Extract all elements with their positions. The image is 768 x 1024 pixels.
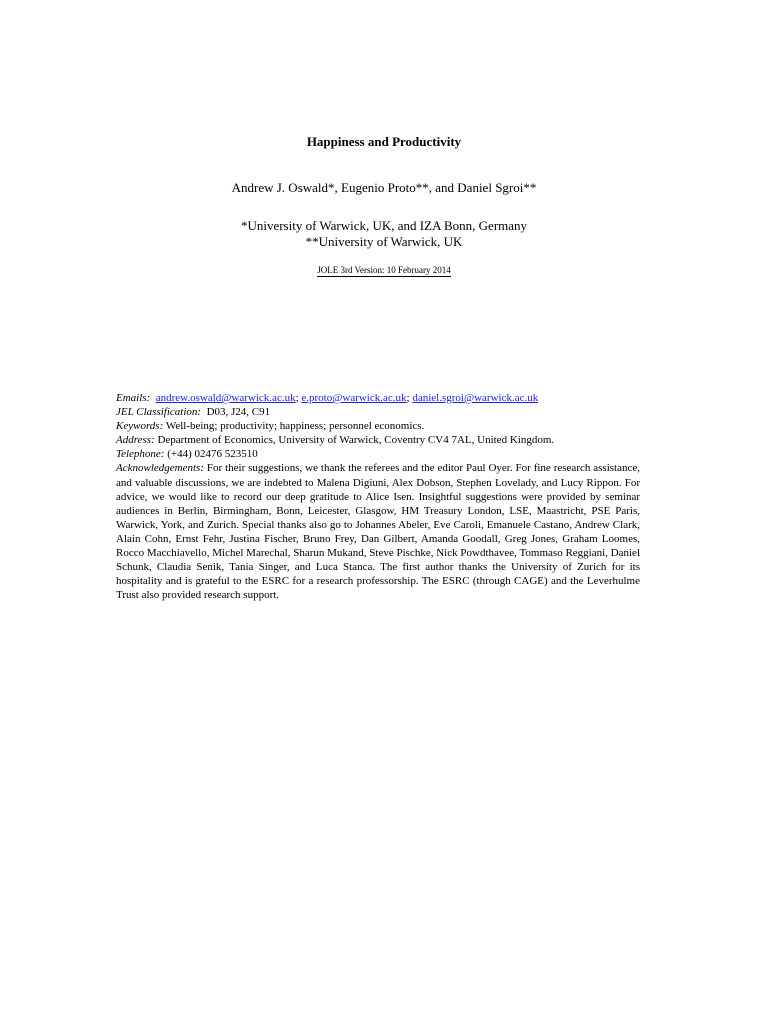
keywords-label: Keywords: [116,420,164,433]
address-line [116,433,640,447]
email-link-proto[interactable]: e.proto@warwick.ac.uk [301,392,407,404]
affiliation-secondary: **University of Warwick, UK [305,234,463,249]
telephone-value: (+44) 02476 523510 [167,448,258,461]
address-value: Department of Economics, University of Warwick, Coventry CV4 7AL, United Kingdom. [157,434,555,447]
title-page-footnotes [116,391,640,602]
email-separator: ; [295,392,299,404]
emails-label: Emails: [116,392,151,404]
emails-line [116,391,640,405]
telephone-label: Telephone: [116,448,165,461]
jel-label: JEL Classification: [116,406,202,419]
acknowledgements-text: For their suggestions, we thank the referees and the editor Paul Oyer. For fine research assistance, and valuable discussions, we are indebted to Malena Digiuni, Alex Dobson, Stephen Lovelady, and Lucy Rippon. For advice, we would like to record our deep gratitude to Alice Isen. Insightful suggestions were provided by seminar audiences in Berlin, Birmingham, Bonn, Leicester, Glasgow, HM Treasury London, LSE, Maastricht, PSE Paris, Warwick, York, and Zurich. Special thanks also go to Johannes Abeler, Eve Caroli, Emanuele Castano, Andrew Clark, Alain Cohn, Ernst Fehr, Justina Fischer, Bruno Frey, Dan Gilbert, Amanda Goodall, Greg Jones, Graham Loomes, Rocco Macchiavello, Michel Marechal, Sharun Mukand, Steve Pischke, Nick Powdthavee, Tommaso Reggiani, Daniel Schunk, Claudia Senik, Tania Singer, and Luca Stanca. The first author thanks the University of Zurich for its hospitality and is grateful to the ESRC for a research professorship. The ESRC (through CAGE) and the Leverhulme Trust also provided research support. [116,462,641,602]
keywords-line [116,419,640,433]
jel-line [116,405,640,419]
email-link-sgroi[interactable]: daniel.sgroi@warwick.ac.uk [412,392,539,404]
affiliation-primary: *University of Warwick, UK, and IZA Bonn, Germany [240,218,528,233]
address-label: Address: [116,434,155,447]
acknowledgements-paragraph [116,461,640,602]
acknowledgements-label: Acknowledgements: [116,462,204,475]
keywords-value: Well-being; productivity; happiness; personnel economics. [165,420,425,433]
telephone-line [116,447,640,461]
version-note [0,264,768,276]
version-text: JOLE 3rd Version: 10 February 2014 [317,265,451,275]
paper-authors: Andrew J. Oswald*, Eugenio Proto**, and Daniel Sgroi** [231,180,537,195]
paper-title: Happiness and Productivity [306,134,462,149]
email-link-oswald[interactable]: andrew.oswald@warwick.ac.uk [155,392,296,404]
jel-value: D03, J24, C91 [206,406,271,419]
email-separator: ; [406,392,410,404]
